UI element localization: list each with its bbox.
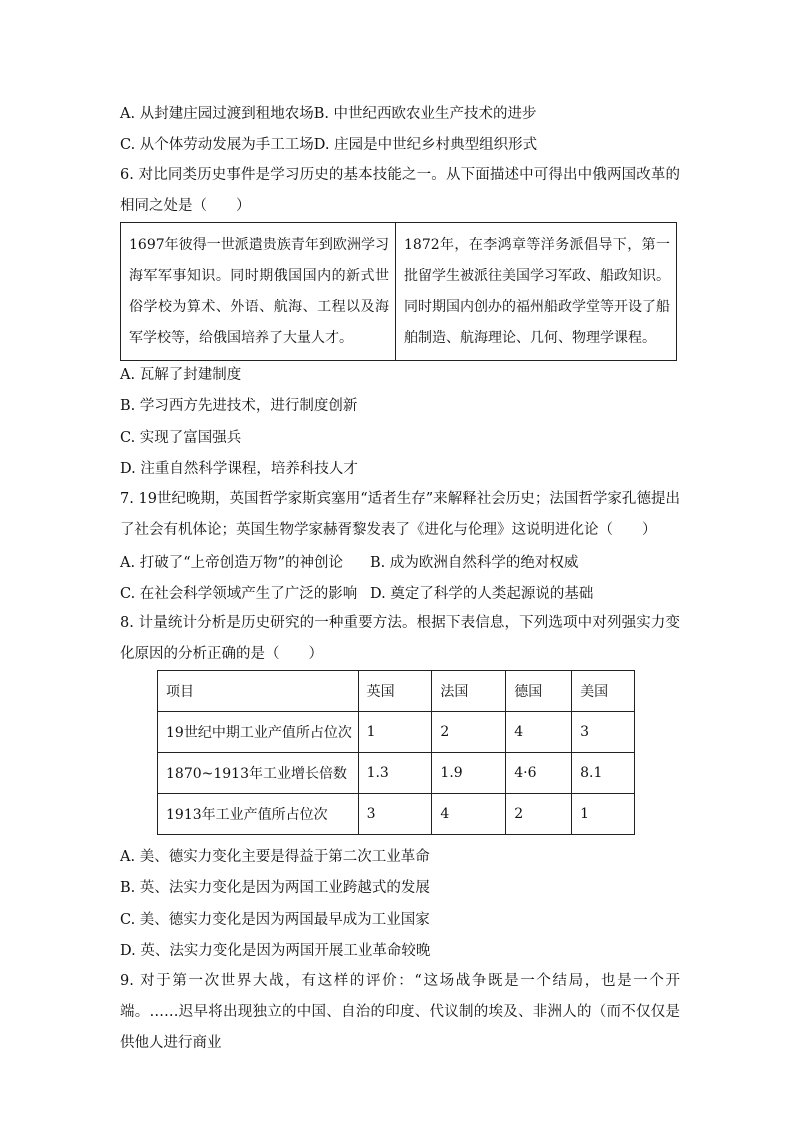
- q5-option-cd: C. 从个体劳动发展为手工工场D. 庄园是中世纪乡村典型组织形式: [120, 137, 538, 153]
- table-header-cell: 德国: [506, 671, 572, 712]
- table-cell: 3: [572, 712, 635, 753]
- table-cell: 19世纪中期工业产值所占位次: [158, 712, 359, 753]
- table-cell: 2: [506, 794, 572, 835]
- q6-comparison-table: [120, 222, 677, 361]
- table-cell: 1: [358, 712, 432, 753]
- table-header-cell: 项目: [158, 671, 359, 712]
- q8-stats-table: [157, 670, 635, 835]
- table-cell: 4·6: [506, 753, 572, 794]
- table-cell: 2: [432, 712, 506, 753]
- table-cell: 4: [432, 794, 506, 835]
- q7-options-cd: [120, 584, 594, 604]
- q9-stem: 9. 对于第一次世界大战，有这样的评价：“这场战争既是一个结局，也是一个开端。……迟早将出现独立的中国、自治的印度、代议制的埃及、非洲人的（而不仅仅是供他人进行商业: [120, 973, 680, 1051]
- q8-option-c: C. 美、德实力变化是因为两国最早成为工业国家: [120, 912, 430, 928]
- q5-option-ab: A. 从封建庄园过渡到租地农场B. 中世纪西欧农业生产技术的进步: [120, 106, 537, 122]
- q6-cell-russia: 1697年彼得一世派遣贵族青年到欧洲学习海军军事知识。同时期俄国国内的新式世俗学校为算术、外语、航海、工程以及海军学校等，给俄国培养了大量人才。: [121, 223, 396, 361]
- table-header-row: [158, 671, 635, 712]
- table-row: [158, 794, 635, 835]
- q7-option-d: D. 奠定了科学的人类起源说的基础: [370, 586, 594, 602]
- q8-option-d: D. 英、法实力变化是因为两国开展工业革命较晚: [120, 943, 431, 959]
- table-cell: 1913年工业产值所占位次: [158, 794, 359, 835]
- q7-option-c: C. 在社会科学领域产生了广泛的影响: [120, 586, 358, 602]
- table-cell: 1.3: [358, 753, 432, 794]
- q7-options-ab: [120, 553, 579, 573]
- table-cell: 1870~1913年工业增长倍数: [158, 753, 359, 794]
- q6-option-c: C. 实现了富国强兵: [120, 430, 242, 446]
- table-cell: 4: [506, 712, 572, 753]
- q8-option-a: A. 美、德实力变化主要是得益于第二次工业革命: [120, 849, 430, 865]
- table-header-cell: 美国: [572, 671, 635, 712]
- q7-option-b: B. 成为欧洲自然科学的绝对权威: [370, 555, 579, 571]
- table-row: [158, 712, 635, 753]
- q7-option-a: A. 打破了“上帝创造万物”的神创论: [120, 555, 344, 571]
- table-cell: 1.9: [432, 753, 506, 794]
- q6-option-b: B. 学习西方先进技术，进行制度创新: [120, 398, 358, 414]
- q6-option-a: A. 瓦解了封建制度: [120, 367, 242, 383]
- q7-stem: 7. 19世纪晚期，英国哲学家斯宾塞用“适者生存”来解释社会历史；法国哲学家孔德提出了社会有机体论；英国生物学家赫胥黎发表了《进化与伦理》这说明进化论（ ）: [120, 491, 680, 538]
- q6-stem: 6. 对比同类历史事件是学习历史的基本技能之一。从下面描述中可得出中俄两国改革的相同之处是（ ）: [120, 167, 680, 214]
- q8-option-b: B. 英、法实力变化是因为两国工业跨越式的发展: [120, 880, 430, 896]
- q6-cell-china: 1872年，在李鸿章等洋务派倡导下，第一批留学生被派往美国学习军政、船政知识。同时期国内创办的福州船政学堂等开设了船舶制造、航海理论、几何、物理学课程。: [396, 223, 677, 361]
- table-header-cell: 法国: [432, 671, 506, 712]
- table-header-cell: 英国: [358, 671, 432, 712]
- q6-option-d: D. 注重自然科学课程，培养科技人才: [120, 461, 358, 477]
- table-row: [158, 753, 635, 794]
- table-cell: 1: [572, 794, 635, 835]
- table-cell: 3: [358, 794, 432, 835]
- q8-stem: 8. 计量统计分析是历史研究的一种重要方法。根据下表信息，下列选项中对列强实力变化原因的分析正确的是（ ）: [120, 615, 680, 662]
- table-cell: 8.1: [572, 753, 635, 794]
